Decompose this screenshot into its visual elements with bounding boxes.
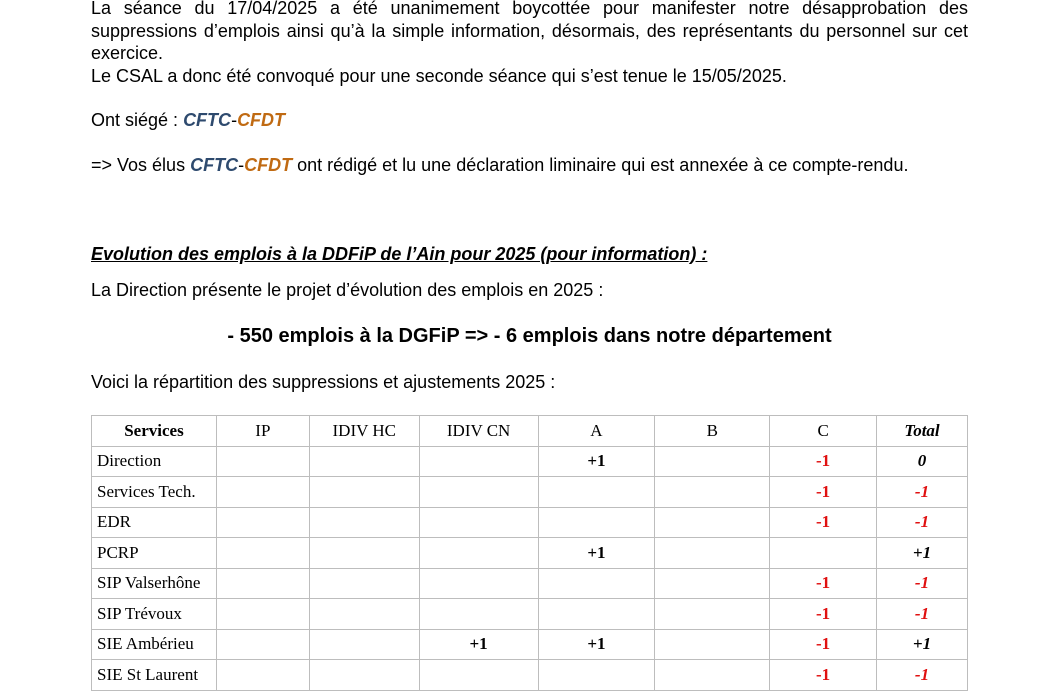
cell-idiv-cn	[419, 538, 538, 569]
elus-suffix: ont rédigé et lu une déclaration liminaire qui est annexée à ce compte-rendu.	[292, 155, 909, 175]
emplois-table	[91, 415, 968, 691]
cell-ip	[216, 629, 309, 660]
cell-service: SIE St Laurent	[92, 660, 217, 691]
intro-paragraph	[91, 0, 968, 87]
cell-ip	[216, 477, 309, 508]
cell-c: -1	[770, 599, 877, 630]
cell-ip	[216, 599, 309, 630]
cell-total: -1	[877, 568, 968, 599]
elus-prefix: => Vos élus	[91, 155, 191, 175]
cell-total: -1	[877, 599, 968, 630]
cell-b	[655, 568, 770, 599]
cell-service: SIP Trévoux	[92, 599, 217, 630]
cell-a: +1	[538, 629, 655, 660]
cell-service: SIE Ambérieu	[92, 629, 217, 660]
cell-total: +1	[877, 629, 968, 660]
cell-idiv-hc	[309, 538, 419, 569]
cell-total: -1	[877, 507, 968, 538]
cftc-label: CFTC	[190, 155, 239, 175]
header-idiv-hc: IDIV HC	[309, 416, 419, 447]
cell-service: EDR	[92, 507, 217, 538]
cell-idiv-hc	[309, 477, 419, 508]
repartition-text: Voici la répartition des suppressions et ajustements 2025 :	[91, 372, 556, 392]
presentation-text: La Direction présente le projet d’évolution des emplois en 2025 :	[91, 280, 604, 300]
cell-a	[538, 599, 655, 630]
table-row	[92, 477, 968, 508]
cell-idiv-cn	[419, 599, 538, 630]
table-row	[92, 507, 968, 538]
cell-b	[655, 477, 770, 508]
ont-siege-line	[91, 109, 285, 132]
cell-ip	[216, 446, 309, 477]
intro-boycott-text: La séance du 17/04/2025 a été unanimement boycottée pour manifester notre désapprobation des suppressions d’emplois ainsi qu’à la simple information, désormais, des représentants du personnel sur cet exercice.	[91, 0, 968, 63]
cell-a	[538, 507, 655, 538]
cell-a: +1	[538, 538, 655, 569]
table-row	[92, 599, 968, 630]
cell-a	[538, 568, 655, 599]
cell-b	[655, 538, 770, 569]
cell-idiv-cn: +1	[419, 629, 538, 660]
union-dash: -	[231, 110, 238, 130]
cell-idiv-hc	[309, 599, 419, 630]
intro-convocation-text: Le CSAL a donc été convoqué pour une seconde séance qui s’est tenue le 15/05/2025.	[91, 65, 787, 86]
cell-total: -1	[877, 477, 968, 508]
table-row	[92, 538, 968, 569]
cell-c: -1	[770, 507, 877, 538]
cell-c: -1	[770, 660, 877, 691]
cell-b	[655, 507, 770, 538]
cell-service: PCRP	[92, 538, 217, 569]
cell-b	[655, 446, 770, 477]
header-a: A	[538, 416, 655, 447]
cell-c: -1	[770, 568, 877, 599]
section-heading: Evolution des emplois à la DDFiP de l’Ain pour 2025 (pour information) :	[91, 244, 708, 264]
cell-service: Direction	[92, 446, 217, 477]
table-row	[92, 629, 968, 660]
cell-idiv-cn	[419, 507, 538, 538]
cell-b	[655, 629, 770, 660]
cell-idiv-hc	[309, 568, 419, 599]
cell-c	[770, 538, 877, 569]
cfdt-label: CFDT	[244, 155, 293, 175]
cell-c: -1	[770, 477, 877, 508]
cell-b	[655, 599, 770, 630]
header-total: Total	[877, 416, 968, 447]
union-dash: -	[238, 155, 245, 175]
cell-idiv-cn	[419, 446, 538, 477]
cell-idiv-cn	[419, 477, 538, 508]
cell-c: -1	[770, 446, 877, 477]
cell-a	[538, 477, 655, 508]
header-idiv-cn: IDIV CN	[419, 416, 538, 447]
cell-service: Services Tech.	[92, 477, 217, 508]
header-c: C	[770, 416, 877, 447]
cell-ip	[216, 568, 309, 599]
table-header-row	[92, 416, 968, 447]
cell-total: +1	[877, 538, 968, 569]
cell-c: -1	[770, 629, 877, 660]
cell-idiv-hc	[309, 446, 419, 477]
elus-paragraph	[91, 154, 968, 177]
table-row	[92, 446, 968, 477]
header-ip: IP	[216, 416, 309, 447]
cell-total: 0	[877, 446, 968, 477]
cell-idiv-hc	[309, 507, 419, 538]
headline-text: - 550 emplois à la DGFiP => - 6 emplois dans notre département	[227, 325, 832, 347]
ont-siege-label: Ont siégé :	[91, 110, 184, 130]
header-b: B	[655, 416, 770, 447]
cell-idiv-hc	[309, 629, 419, 660]
cell-total: -1	[877, 660, 968, 691]
cell-ip	[216, 538, 309, 569]
cell-idiv-cn	[419, 568, 538, 599]
cell-a: +1	[538, 446, 655, 477]
cell-service: SIP Valserhône	[92, 568, 217, 599]
cell-ip	[216, 507, 309, 538]
table-row	[92, 568, 968, 599]
cfdt-label: CFDT	[237, 110, 286, 130]
header-services: Services	[92, 416, 217, 447]
cftc-label: CFTC	[183, 110, 232, 130]
